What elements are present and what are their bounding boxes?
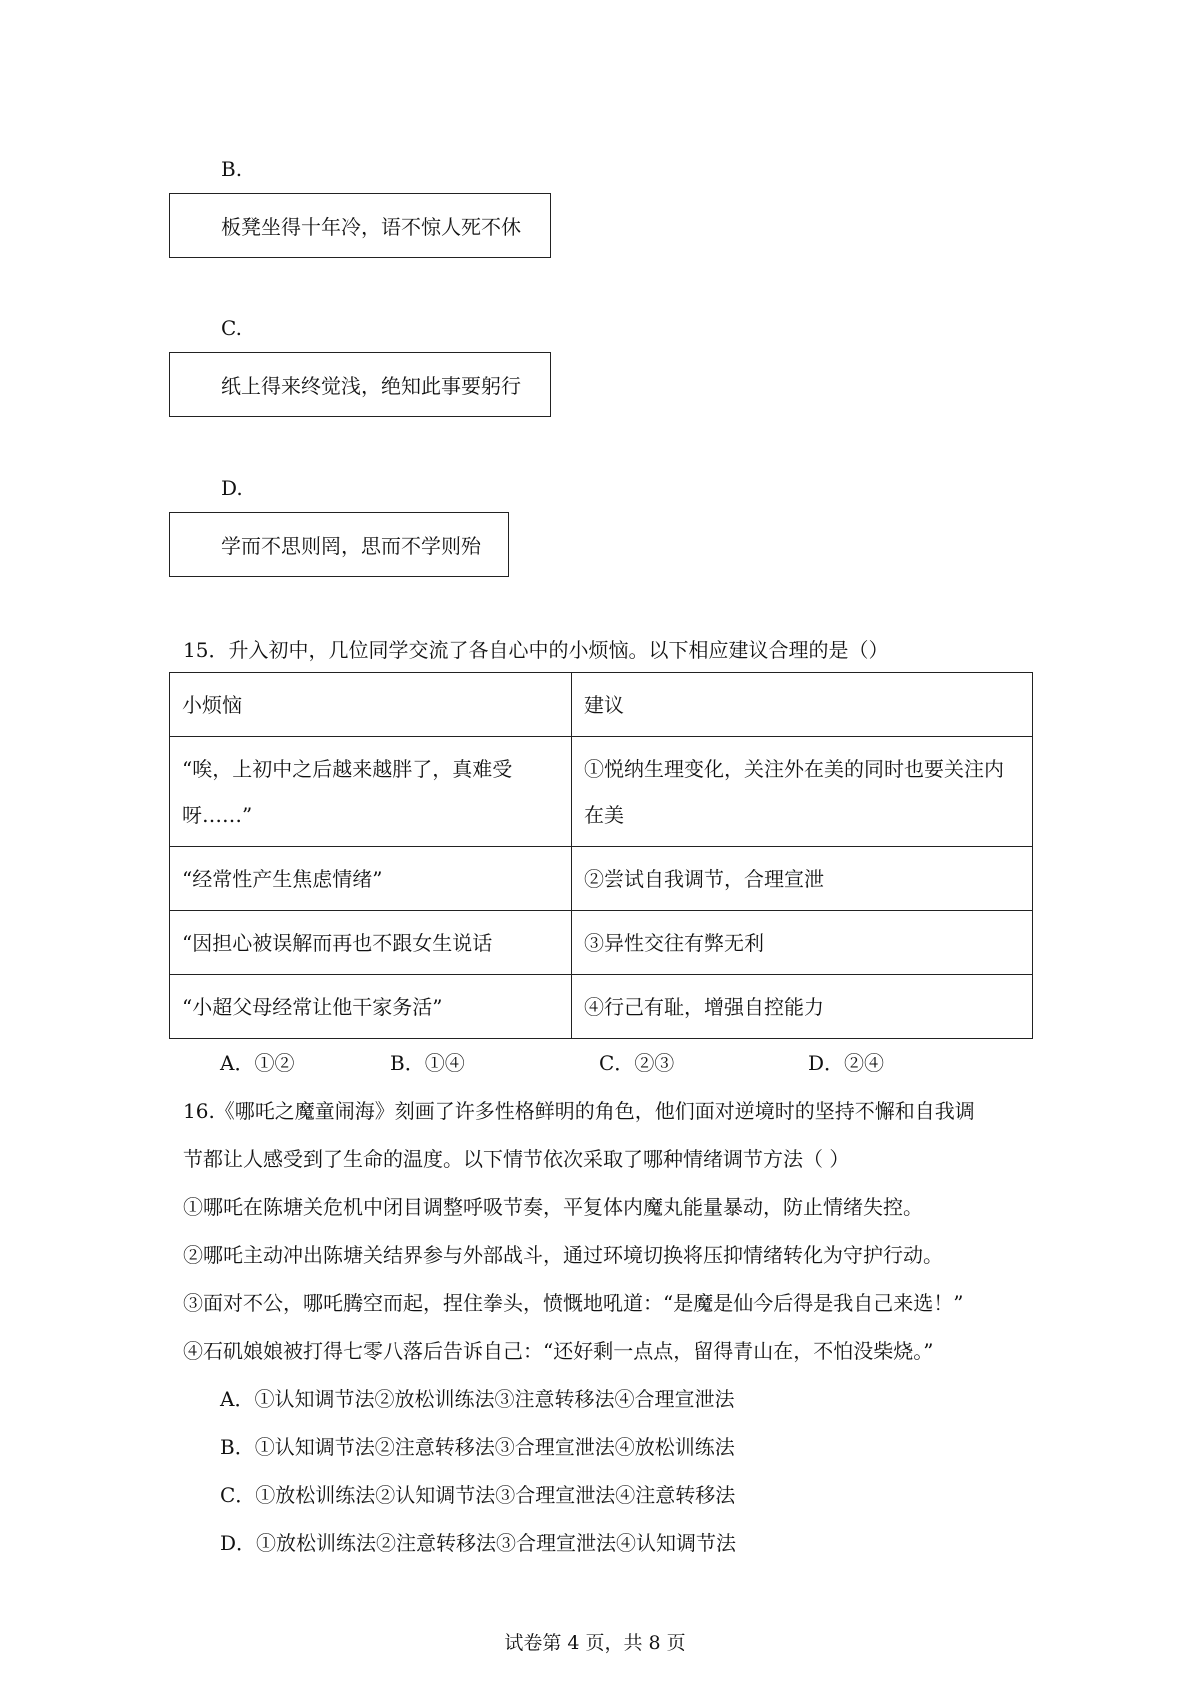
q16-stem-line1: 16.《哪吒之魔童闹海》刻画了许多性格鲜明的角色，他们面对逆境时的坚持不懈和自我调	[183, 1099, 975, 1123]
choice-letter: C．	[599, 1051, 635, 1075]
q16-option-a: A．①认知调节法②放松训练法③注意转移法④合理宣泄法	[220, 1387, 735, 1411]
q16-option-d: D．①放松训练法②注意转移法③合理宣泄法④认知调节法	[220, 1531, 737, 1555]
q16-option-b: B．①认知调节法②注意转移法③合理宣泄法④放松训练法	[220, 1435, 735, 1459]
q16-item: ③面对不公，哪吒腾空而起，捏住拳头，愤慨地吼道：“是魔是仙今后得是我自己来选！”	[183, 1291, 964, 1315]
choice-letter: D．	[808, 1051, 845, 1075]
choice-text: ①②	[254, 1051, 295, 1075]
q15-choice-b	[390, 1051, 465, 1075]
q16-stem-line2: 节都让人感受到了生命的温度。以下情节依次采取了哪种情绪调节方法（ ）	[183, 1147, 850, 1171]
advice-cell: ①悦纳生理变化，关注外在美的同时也要关注内在美	[572, 737, 1033, 847]
table-header-row	[170, 673, 1033, 737]
option-d-letter: D.	[221, 476, 243, 500]
q16-item: ①哪吒在陈塘关危机中闭目调整呼吸节奏，平复体内魔丸能量暴动，防止情绪失控。	[183, 1195, 923, 1219]
advice-cell: ③异性交往有弊无利	[572, 911, 1033, 975]
choice-letter: A．	[220, 1051, 255, 1075]
table-row	[170, 975, 1033, 1039]
trouble-cell: “唉，上初中之后越来越胖了，真难受呀……”	[170, 737, 572, 847]
choice-text: ②④	[844, 1051, 885, 1075]
q16-item: ②哪吒主动冲出陈塘关结界参与外部战斗，通过环境切换将压抑情绪转化为守护行动。	[183, 1243, 943, 1267]
choice-text: ①④	[424, 1051, 465, 1075]
option-c-letter: C.	[221, 316, 242, 340]
page-footer: 试卷第 4 页，共 8 页	[504, 1632, 686, 1654]
option-b-letter: B.	[221, 157, 243, 181]
header-advice: 建议	[572, 673, 1033, 737]
option-b-box	[169, 193, 551, 258]
q16-item: ④石矶娘娘被打得七零八落后告诉自己：“还好剩一点点，留得青山在，不怕没柴烧。”	[183, 1339, 934, 1363]
table-row	[170, 847, 1033, 911]
option-c-box	[169, 352, 551, 417]
header-trouble: 小烦恼	[170, 673, 572, 737]
trouble-cell: “小超父母经常让他干家务活”	[170, 975, 572, 1039]
trouble-cell: “经常性产生焦虑情绪”	[170, 847, 572, 911]
choice-text: ②③	[634, 1051, 675, 1075]
option-d-box	[169, 512, 509, 577]
q15-choice-a	[220, 1051, 294, 1075]
choice-letter: B．	[390, 1051, 425, 1075]
option-c-text: 纸上得来终觉浅，绝知此事要躬行	[221, 374, 521, 398]
trouble-cell: “因担心被误解而再也不跟女生说话	[170, 911, 572, 975]
advice-cell: ②尝试自我调节，合理宣泄	[572, 847, 1033, 911]
q16-option-c: C．①放松训练法②认知调节法③合理宣泄法④注意转移法	[220, 1483, 736, 1507]
advice-cell: ④行己有耻，增强自控能力	[572, 975, 1033, 1039]
option-d-text: 学而不思则罔，思而不学则殆	[221, 534, 481, 558]
q15-choice-d	[808, 1051, 884, 1075]
table-row	[170, 737, 1033, 847]
q15-choice-c	[599, 1051, 674, 1075]
q15-table	[169, 672, 1033, 1039]
q15-stem: 15．升入初中，几位同学交流了各自心中的小烦恼。以下相应建议合理的是（）	[183, 638, 889, 662]
option-b-text: 板凳坐得十年冷，语不惊人死不休	[221, 215, 521, 239]
table-row	[170, 911, 1033, 975]
